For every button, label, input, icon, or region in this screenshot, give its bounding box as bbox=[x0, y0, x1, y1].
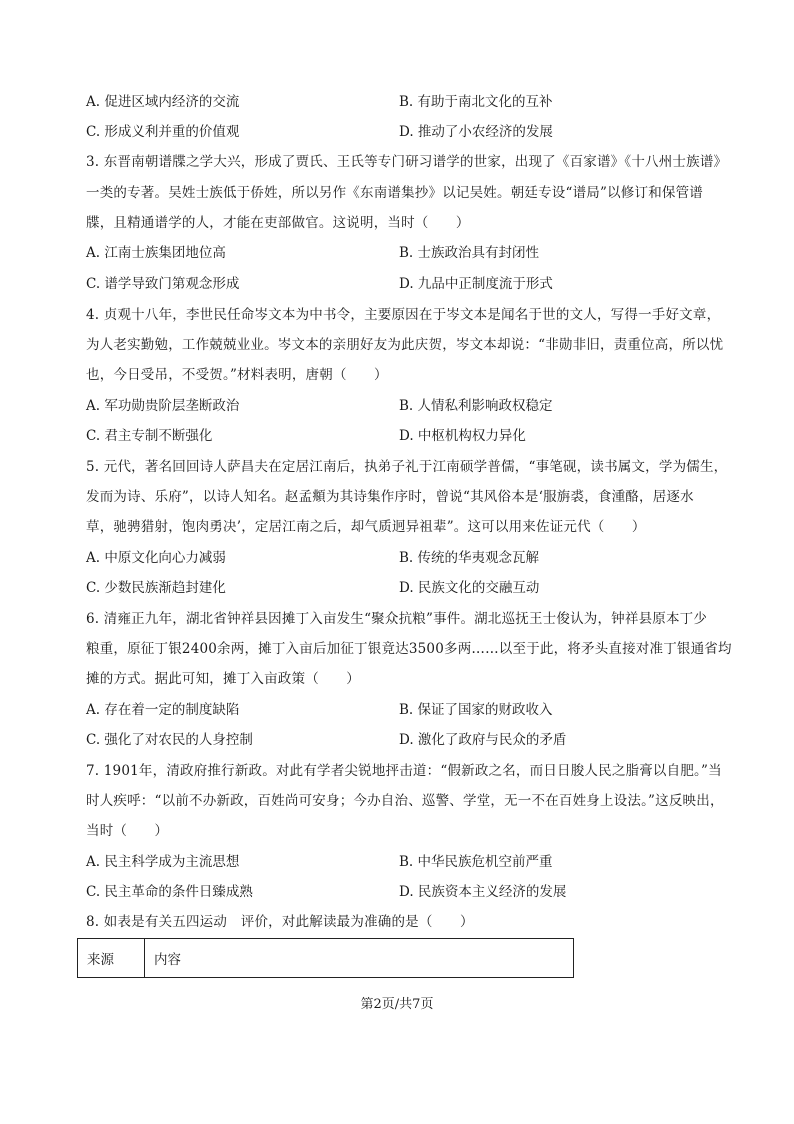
table-header-content: 内容 bbox=[145, 939, 574, 978]
option-a: A. 促进区域内经济的交流 bbox=[86, 94, 240, 110]
question-stem-line: 发而为诗、乐府”，以诗人知名。赵孟頫为其诗集作序时，曾说“其风俗本是‘服旃裘，食湩酪，居逐水 bbox=[86, 489, 694, 505]
question-stem-line: 为人老实勤勉，工作兢兢业业。岑文本的亲朋好友为此庆贺，岑文本却说：“非勋非旧，责重位高，所以忧 bbox=[86, 337, 724, 353]
evaluation-table bbox=[77, 938, 574, 978]
option-b: B. 人情私利影响政权稳定 bbox=[399, 398, 553, 414]
option-c: C. 民主革命的条件日臻成熟 bbox=[86, 884, 253, 900]
table-header-row bbox=[78, 939, 574, 978]
option-c: C. 君主专制不断强化 bbox=[86, 428, 213, 444]
question-stem-line: 摊的方式。据此可知，摊丁入亩政策（ ） bbox=[86, 671, 360, 687]
option-b: B. 中华民族危机空前严重 bbox=[399, 854, 553, 870]
question-stem-line: 牒，且精通谱学的人，才能在吏部做官。这说明，当时（ ） bbox=[86, 215, 470, 231]
option-d: D. 推动了小农经济的发展 bbox=[399, 124, 553, 140]
question-stem-line: 7. 1901年，清政府推行新政。对此有学者尖锐地抨击道：“假新政之名，而日日朘人民之脂膏以自肥。”当 bbox=[86, 763, 722, 779]
option-a: A. 江南士族集团地位高 bbox=[86, 245, 226, 261]
question-stem-line: 也，今日受吊，不受贺。”材料表明，唐朝（ ） bbox=[86, 367, 388, 383]
option-c: C. 强化了对农民的人身控制 bbox=[86, 732, 253, 748]
question-stem-line: 4. 贞观十八年，李世民任命岑文本为中书令，主要原因在于岑文本是闻名于世的文人，写得一手好文章， bbox=[86, 307, 721, 323]
question-stem-line: 时人疾呼：“以前不办新政，百姓尚可安身；今办自治、巡警、学堂，无一不在百姓身上设法。”这反映出， bbox=[86, 793, 724, 809]
option-b: B. 有助于南北文化的互补 bbox=[399, 94, 553, 110]
option-a: A. 中原文化向心力减弱 bbox=[86, 550, 226, 566]
option-d: D. 民族文化的交融互动 bbox=[399, 580, 540, 596]
question-stem-line: 6. 清雍正九年，湖北省钟祥县因摊丁入亩发生“聚众抗粮”事件。湖北巡抚王士俊认为，钟祥县原本丁少 bbox=[86, 611, 708, 627]
question-stem-line: 8. 如表是有关五四运动 评价，对此解读最为准确的是（ ） bbox=[86, 914, 474, 930]
question-stem-line: 一类的专著。吴姓士族低于侨姓，所以另作《东南谱集抄》以记吴姓。朝廷专设“谱局”以修订和保管谱 bbox=[86, 185, 704, 201]
option-d: D. 中枢机构权力异化 bbox=[399, 428, 526, 444]
table-header-source: 来源 bbox=[78, 939, 145, 978]
option-c: C. 少数民族渐趋封建化 bbox=[86, 580, 226, 596]
option-b: B. 保证了国家的财政收入 bbox=[399, 702, 553, 718]
option-c: C. 谱学导致门第观念形成 bbox=[86, 276, 240, 292]
question-stem-line: 草，驰骋猎射，饱肉勇决’，定居江南之后，却气质迥异祖辈”。这可以用来佐证元代（ ） bbox=[86, 519, 646, 535]
question-stem-line: 5. 元代，著名回回诗人萨昌夫在定居江南后，执弟子礼于江南硕学普儒，“事笔砚，读书属文，学为儒生， bbox=[86, 459, 728, 475]
option-a: A. 军功勋贵阶层垄断政治 bbox=[86, 398, 240, 414]
option-b: B. 传统的华夷观念瓦解 bbox=[399, 550, 540, 566]
option-d: D. 九品中正制度流于形式 bbox=[399, 276, 553, 292]
question-stem-line: 当时（ ） bbox=[86, 823, 169, 839]
option-a: A. 存在着一定的制度缺陷 bbox=[86, 702, 240, 718]
option-a: A. 民主科学成为主流思想 bbox=[86, 854, 240, 870]
option-c: C. 形成义利并重的价值观 bbox=[86, 124, 240, 140]
option-d: D. 民族资本主义经济的发展 bbox=[399, 884, 567, 900]
question-stem-line: 粮重，原征丁银2400余两，摊丁入亩后加征丁银竟达3500多两……以至于此，将矛头直接对准丁银通省均 bbox=[86, 641, 732, 657]
page-footer: 第2页/共7页 bbox=[360, 997, 434, 1012]
option-d: D. 激化了政府与民众的矛盾 bbox=[399, 732, 567, 748]
question-stem-line: 3. 东晋南朝谱牒之学大兴，形成了贾氏、王氏等专门研习谱学的世家，出现了《百家谱》《十八州士族谱》 bbox=[86, 154, 728, 170]
option-b: B. 士族政治具有封闭性 bbox=[399, 245, 540, 261]
